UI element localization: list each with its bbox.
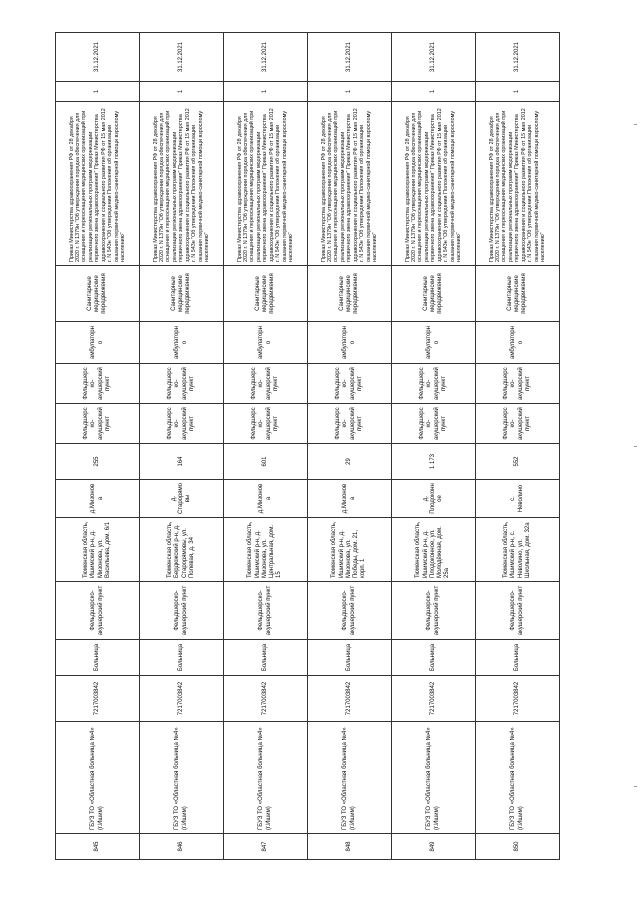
- cell-due-date: 31.12.2021: [140, 33, 224, 82]
- cell-row-number: 848: [308, 834, 392, 860]
- cell-unit-type-current: Фельдшерско-акушерский пункт: [224, 404, 308, 444]
- cell-care-form: амбулаторно: [476, 322, 560, 364]
- cell-activity-direction: Санитарные медицинские передвижения: [224, 266, 308, 322]
- cell-care-form: амбулаторно: [308, 322, 392, 364]
- cell-facility-type: Больница: [308, 640, 392, 676]
- cell-unit-type: Фельдшерско-акушерский пункт: [308, 582, 392, 640]
- table-row: [56, 33, 140, 860]
- cell-address: Тюменская область, Бердюжский р-н, д. Старорямовы, ул. Полевая, д. 34: [140, 518, 224, 582]
- cell-unit-type: Фельдшерско-акушерский пункт: [476, 582, 560, 640]
- cell-unit-type: Фельдшерско-акушерский пункт: [224, 582, 308, 640]
- table-row: [308, 33, 392, 860]
- table-row: [224, 33, 308, 860]
- cell-activity-direction: Санитарные медицинские передвижения: [140, 266, 224, 322]
- cell-facility-type: Больница: [476, 640, 560, 676]
- cell-address: Тюменская область, Ишимский р-н, д. Плодоконное, ул. Молодёжная, дом. 25а: [392, 518, 476, 582]
- cell-unit-type-planned: Фельдшерско-акушерский пункт: [224, 364, 308, 404]
- cell-row-number: 850: [476, 834, 560, 860]
- cell-population: 164: [140, 444, 224, 480]
- cell-legal-basis: Приказ Министерства здравоохранения РФ от 28 декабря 2020 г. N 1379н "Об утверждении порядка обеспечения для оснащения и переоснащения медицинских организаций при реализации региональных программ модернизации первичного звена здравоохранения" Приказ Министерства здравоохранения и социального развития РФ от 15 мая 2012 г. N 543н "Об утверждении Положения об организации оказания первичной медико-санитарной помощи взрослому населению": [224, 102, 308, 266]
- cell-activity-direction: Санитарные медицинские передвижения: [308, 266, 392, 322]
- cell-organization-name: ГБУЗ ТО «Областная больница №4» (г.Ишим): [224, 722, 308, 834]
- cell-due-date: 31.12.2021: [224, 33, 308, 82]
- cell-unit-type-current: Фельдшерско-акушерский пункт: [56, 404, 140, 444]
- cell-settlement: д. Плодоконное: [392, 480, 476, 518]
- cell-facility-type: Больница: [56, 640, 140, 676]
- cell-address: Тюменская область, Ишимский р-н, д. Мизонова, ул. Васильева, дом. 6/1: [56, 518, 140, 582]
- cell-unit-type-current: Фельдшерско-акушерский пункт: [140, 404, 224, 444]
- cell-settlement: д.Мизонова: [56, 480, 140, 518]
- cell-due-date: 31.12.2021: [308, 33, 392, 82]
- cell-care-form: амбулаторно: [392, 322, 476, 364]
- cell-quantity: 1: [308, 82, 392, 102]
- cell-population: 1 173: [392, 444, 476, 480]
- cell-settlement: д.Мизонова: [224, 480, 308, 518]
- cell-unit-type: Фельдшерско-акушерский пункт: [56, 582, 140, 640]
- cell-legal-basis: Приказ Министерства здравоохранения РФ от 28 декабря 2020 г. N 1379н "Об утверждении порядка обеспечения для оснащения и переоснащения медицинских организаций при реализации региональных программ модернизации первичного звена здравоохранения" Приказ Министерства здравоохранения и социального развития РФ от 15 мая 2012 г. N 543н "Об утверждении Положения об организации оказания первичной медико-санитарной помощи взрослому населению": [392, 102, 476, 266]
- cell-unit-type-planned: Фельдшерско-акушерский пункт: [392, 364, 476, 404]
- cell-activity-direction: Санитарные медицинские передвижения: [476, 266, 560, 322]
- cell-population: 29: [308, 444, 392, 480]
- cell-population: 552: [476, 444, 560, 480]
- cell-activity-direction: Санитарные медицинские передвижения: [56, 266, 140, 322]
- cell-quantity: 1: [476, 82, 560, 102]
- cell-care-form: амбулаторно: [56, 322, 140, 364]
- cell-legal-basis: Приказ Министерства здравоохранения РФ от 28 декабря 2020 г. N 1379н "Об утверждении порядка обеспечения для оснащения и переоснащения медицинских организаций при реализации региональных программ модернизации первичного звена здравоохранения" Приказ Министерства здравоохранения и социального развития РФ от 15 мая 2012 г. N 543н "Об утверждении Положения об организации оказания первичной медико-санитарной помощи взрослому населению": [56, 102, 140, 266]
- cell-quantity: 1: [56, 82, 140, 102]
- cell-legal-basis: Приказ Министерства здравоохранения РФ от 28 декабря 2020 г. N 1379н "Об утверждении порядка обеспечения для оснащения и переоснащения медицинских организаций при реализации региональных программ модернизации первичного звена здравоохранения" Приказ Министерства здравоохранения и социального развития РФ от 15 мая 2012 г. N 543н "Об утверждении Положения об организации оказания первичной медико-санитарной помощи взрослому населению": [476, 102, 560, 266]
- cell-inn-code: 7217003842: [56, 676, 140, 722]
- cell-inn-code: 7217003842: [476, 676, 560, 722]
- cell-settlement: с. Неволино: [476, 480, 560, 518]
- cell-unit-type-current: Фельдшерско-акушерский пункт: [308, 404, 392, 444]
- cell-care-form: амбулаторно: [224, 322, 308, 364]
- cell-inn-code: 7217003842: [224, 676, 308, 722]
- cell-activity-direction: Санитарные медицинские передвижения: [392, 266, 476, 322]
- cell-facility-type: Больница: [224, 640, 308, 676]
- cell-organization-name: ГБУЗ ТО «Областная больница №4» (г.Ишим): [392, 722, 476, 834]
- rotated-table-sheet: [55, 33, 560, 860]
- table-row: [140, 33, 224, 860]
- cell-row-number: 847: [224, 834, 308, 860]
- cell-unit-type: Фельдшерско-акушерский пункт: [140, 582, 224, 640]
- cell-unit-type: Фельдшерско-акушерский пункт: [392, 582, 476, 640]
- cell-row-number: 845: [56, 834, 140, 860]
- cell-address: Тюменская область, Ишимский р-н, д. Мизонова, ул. Центральная, дом. 15: [224, 518, 308, 582]
- scan-mark: [634, 786, 637, 787]
- cell-legal-basis: Приказ Министерства здравоохранения РФ от 28 декабря 2020 г. N 1379н "Об утверждении порядка обеспечения для оснащения и переоснащения медицинских организаций при реализации региональных программ модернизации первичного звена здравоохранения" Приказ Министерства здравоохранения и социального развития РФ от 15 мая 2012 г. N 543н "Об утверждении Положения об организации оказания первичной медико-санитарной помощи взрослому населению": [308, 102, 392, 266]
- cell-inn-code: 7217003842: [392, 676, 476, 722]
- table-row: [476, 33, 560, 860]
- cell-due-date: 31.12.2021: [476, 33, 560, 82]
- cell-care-form: амбулаторно: [140, 322, 224, 364]
- cell-quantity: 1: [140, 82, 224, 102]
- cell-address: Тюменская область, Ишимский р-н, с. Неволино, ул. Школьная, дом. 32а: [476, 518, 560, 582]
- scan-mark: [634, 446, 637, 447]
- cell-organization-name: ГБУЗ ТО «Областная больница №4» (г.Ишим): [140, 722, 224, 834]
- cell-due-date: 31.12.2021: [56, 33, 140, 82]
- cell-legal-basis: Приказ Министерства здравоохранения РФ от 28 декабря 2020 г. N 1379н "Об утверждении порядка обеспечения для оснащения и переоснащения медицинских организаций при реализации региональных программ модернизации первичного звена здравоохранения" Приказ Министерства здравоохранения и социального развития РФ от 15 мая 2012 г. N 543н "Об утверждении Положения об организации оказания первичной медико-санитарной помощи взрослому населению": [140, 102, 224, 266]
- cell-row-number: 849: [392, 834, 476, 860]
- cell-facility-type: Больница: [140, 640, 224, 676]
- cell-settlement: д.Мизонова: [308, 480, 392, 518]
- cell-unit-type-planned: Фельдшерско-акушерский пункт: [56, 364, 140, 404]
- cell-facility-type: Больница: [392, 640, 476, 676]
- cell-organization-name: ГБУЗ ТО «Областная больница №4» (г.Ишим): [56, 722, 140, 834]
- scan-mark: [634, 124, 637, 125]
- cell-settlement: д. Старорямовы: [140, 480, 224, 518]
- cell-population: 601: [224, 444, 308, 480]
- cell-inn-code: 7217003842: [140, 676, 224, 722]
- cell-row-number: 846: [140, 834, 224, 860]
- cell-unit-type-planned: Фельдшерско-акушерский пункт: [308, 364, 392, 404]
- cell-unit-type-current: Фельдшерско-акушерский пункт: [392, 404, 476, 444]
- facilities-table: [55, 32, 560, 860]
- cell-organization-name: ГБУЗ ТО «Областная больница №4» (г.Ишим): [476, 722, 560, 834]
- cell-inn-code: 7217003842: [308, 676, 392, 722]
- cell-unit-type-current: Фельдшерско-акушерский пункт: [476, 404, 560, 444]
- cell-organization-name: ГБУЗ ТО «Областная больница №4» (г.Ишим): [308, 722, 392, 834]
- cell-quantity: 1: [392, 82, 476, 102]
- cell-due-date: 31.12.2021: [392, 33, 476, 82]
- cell-unit-type-planned: Фельдшерско-акушерский пункт: [140, 364, 224, 404]
- cell-quantity: 1: [224, 82, 308, 102]
- table-row: [392, 33, 476, 860]
- cell-population: 255: [56, 444, 140, 480]
- cell-address: Тюменская область, Ишимский р-н, д. Мизонова, ул. Победы, дом. 21, корп. 1: [308, 518, 392, 582]
- cell-unit-type-planned: Фельдшерско-акушерский пункт: [476, 364, 560, 404]
